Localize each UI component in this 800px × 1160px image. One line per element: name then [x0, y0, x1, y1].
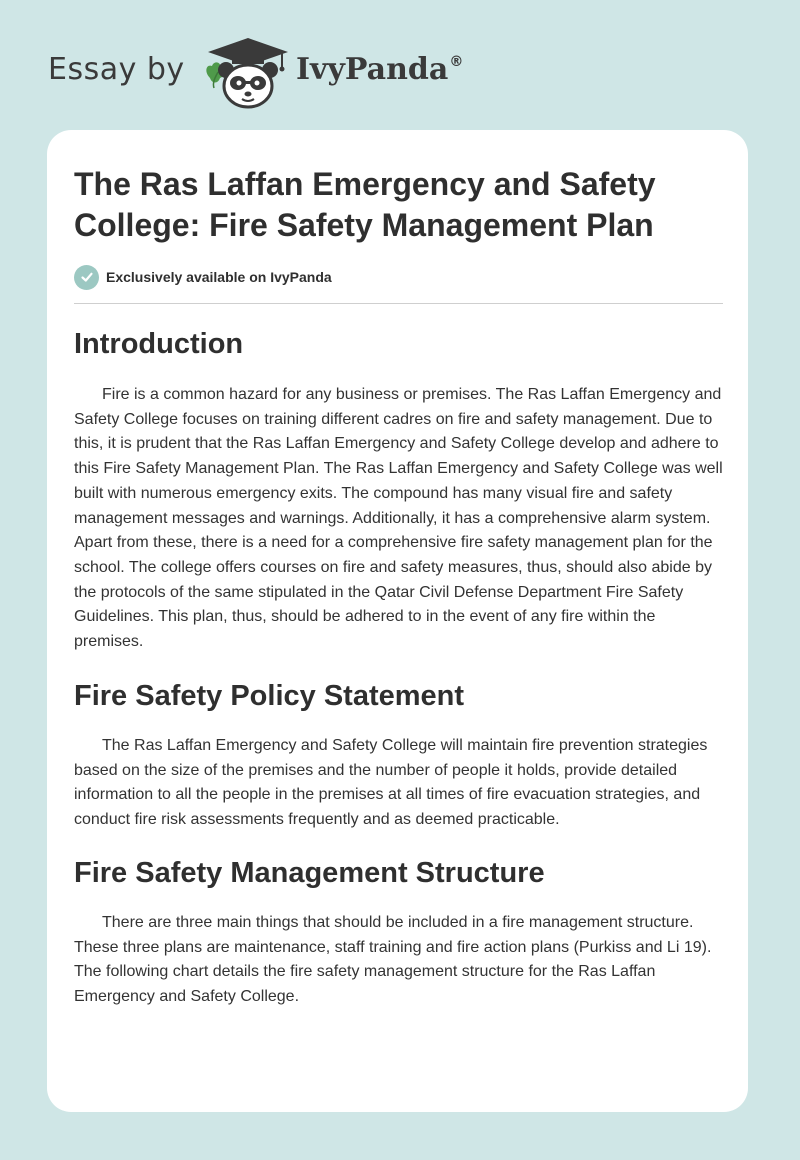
- registered-mark: ®: [449, 54, 464, 70]
- essay-by-label: Essay by: [48, 52, 185, 87]
- section-heading: Fire Safety Policy Statement: [74, 680, 465, 712]
- section-body: Fire is a common hazard for any business or premises. The Ras Laffan Emergency and Safety College focuses on training different cadres on fire and safety management. Due to this, it is prudent that the Ras Laffan Emergency and Safety College develop and adhere to this Fire Safety Management Plan. The Ras Laffan Emergency and Safety College was well built with numerous emergency exits. The compound has many visual fire and safety management messages and warnings. Additionally, it has a comprehensive alarm system. Apart from these, there is a need for a comprehensive fire safety management plan for the school. The college offers courses on fire and safety measures, thus, should also abide by the protocols of the same stipulated in the Qatar Civil Defense Department Fire Safety Guidelines. This plan, thus, should be adhered to in the event of any fire within the premises.: [74, 386, 723, 651]
- brand-name[interactable]: [296, 52, 463, 87]
- article-card: [47, 130, 748, 1112]
- title-divider: [74, 303, 723, 304]
- section-introduction: [74, 326, 724, 655]
- section-management-structure: [74, 855, 724, 1010]
- site-header: [0, 0, 800, 130]
- panda-graduate-logo-icon[interactable]: [202, 36, 294, 110]
- exclusive-badge-label: Exclusively available on IvyPanda: [106, 269, 332, 285]
- check-icon: [74, 265, 99, 290]
- brand-text: IvyPanda: [296, 52, 449, 87]
- exclusive-badge: [74, 264, 332, 290]
- section-body: There are three main things that should be included in a fire management structure. These three plans are maintenance, staff training and fire action plans (Purkiss and Li 19). The following chart details the fire safety management structure for the Ras Laffan Emergency and Safety College.: [74, 914, 712, 1006]
- section-fire-safety-policy: [74, 678, 724, 833]
- section-heading: Fire Safety Management Structure: [74, 857, 545, 889]
- section-heading: Introduction: [74, 328, 244, 360]
- article-title: The Ras Laffan Emergency and Safety College: Fire Safety Management Plan: [74, 166, 656, 243]
- section-body: The Ras Laffan Emergency and Safety College will maintain fire prevention strategies based on the size of the premises and the number of people it holds, provide detailed information to all the people in the premises at all times of fire evacuation strategies, and conduct fire risk assessments frequently and as deemed practicable.: [74, 737, 708, 829]
